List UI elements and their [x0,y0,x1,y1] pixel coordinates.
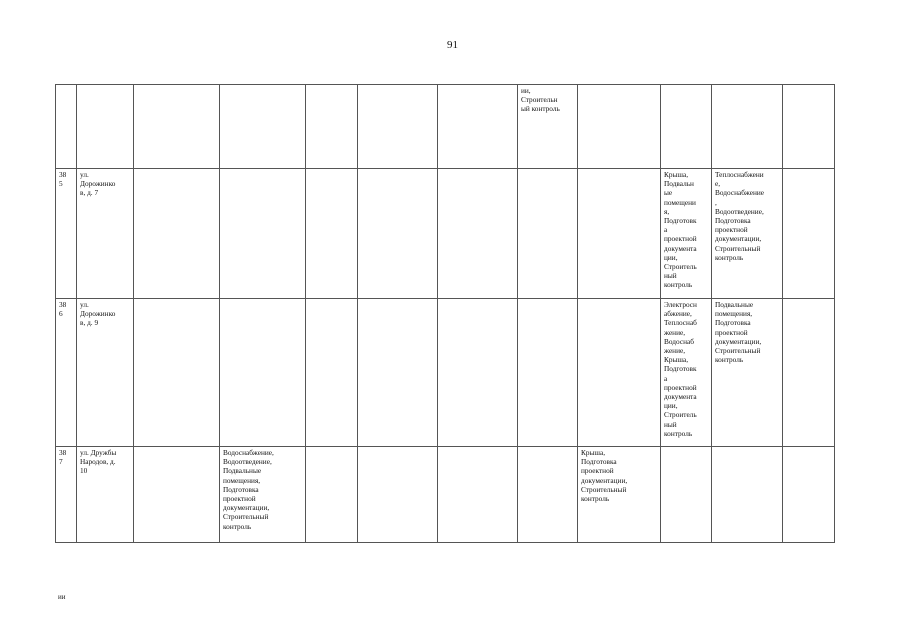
cell [358,85,438,169]
cell [783,299,835,447]
cell [518,299,578,447]
cell [358,169,438,299]
cell [578,299,661,447]
cell [220,85,306,169]
table-row [56,447,835,543]
work-schedule-table [55,84,835,543]
cell [220,169,306,299]
cell [220,299,306,447]
cell-number: 38 5 [56,169,77,299]
cell [518,447,578,543]
page-number: 91 [447,39,458,51]
cell: Теплоснабжени е, Водоснабжение , Водоотведение, Подготовка проектной документации, Строительный контроль [712,169,783,299]
cell [438,299,518,447]
cell [783,85,835,169]
cell [518,169,578,299]
cell [661,85,712,169]
cell-address [77,85,134,169]
cell-address: ул. Дружбы Народов, д. 10 [77,447,134,543]
cell [306,447,358,543]
cell-number: 38 6 [56,299,77,447]
footer-text: ии [58,593,66,601]
cell: ии, Строительн ый контроль [518,85,578,169]
cell [134,85,220,169]
cell: Электросн абжение, Теплоснаб жение, Водоснаб жение, Крыша, Подготовк а проектной документа ции, Строитель ный контроль [661,299,712,447]
cell [134,299,220,447]
cell: Крыша, Подготовка проектной документации, Строительный контроль [578,447,661,543]
cell-address: ул. Дорожинко в, д. 9 [77,299,134,447]
cell [306,299,358,447]
cell [661,447,712,543]
cell [712,447,783,543]
cell: Крыша, Подвальн ые помещени я, Подготовк а проектной документа ции, Строитель ный контроль [661,169,712,299]
cell [712,85,783,169]
cell [578,169,661,299]
table-row [56,85,835,169]
table-row [56,299,835,447]
cell [578,85,661,169]
cell [438,85,518,169]
cell [438,169,518,299]
cell [783,169,835,299]
cell [134,169,220,299]
cell [306,85,358,169]
cell: Подвальные помещения, Подготовка проектной документации, Строительный контроль [712,299,783,447]
table-row [56,169,835,299]
cell-number [56,85,77,169]
cell [438,447,518,543]
cell [134,447,220,543]
cell [783,447,835,543]
cell-address: ул. Дорожинко в, д. 7 [77,169,134,299]
cell [358,299,438,447]
cell [306,169,358,299]
cell [358,447,438,543]
cell-number: 38 7 [56,447,77,543]
cell: Водоснабжение, Водоотведение, Подвальные помещения, Подготовка проектной документации, Строительный контроль [220,447,306,543]
